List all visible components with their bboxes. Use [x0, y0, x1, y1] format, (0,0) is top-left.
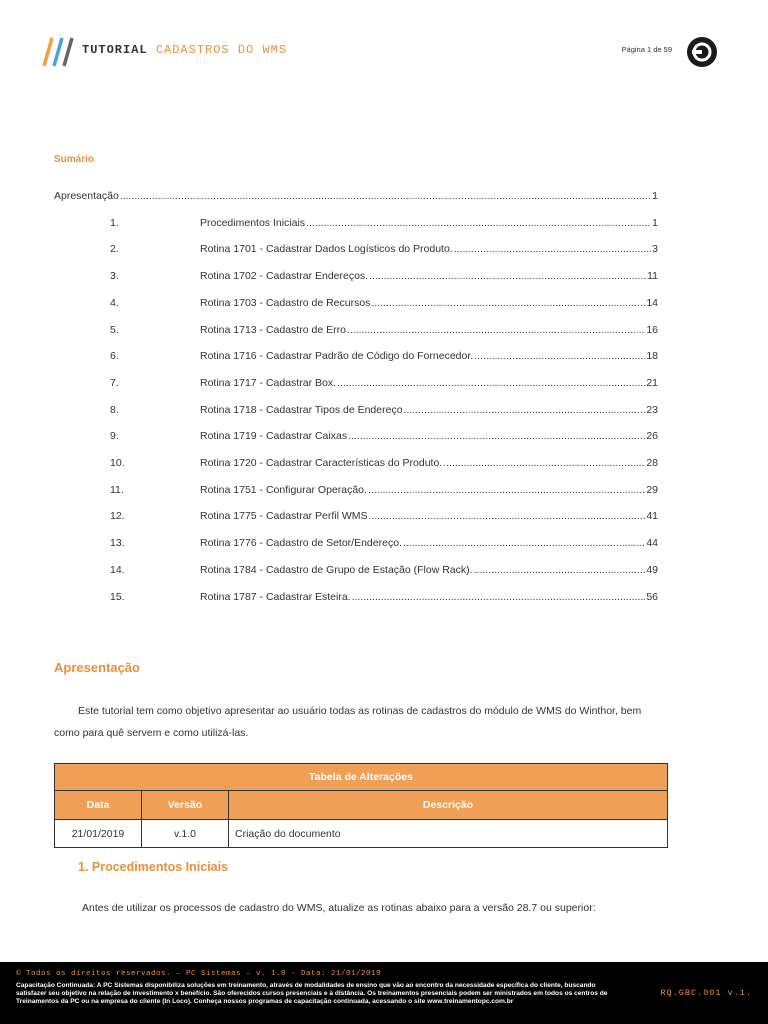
- toc-entry-number: 15.: [110, 590, 125, 603]
- toc-leader-dots: [443, 457, 645, 469]
- toc-entry-label: Rotina 1702 - Cadastrar Endereços.: [200, 270, 369, 283]
- column-header-description: Descrição: [229, 791, 668, 820]
- toc-leader-dots: [403, 537, 645, 549]
- document-title: [82, 43, 287, 57]
- toc-entry-number: 2.: [110, 243, 119, 256]
- toc-entry-label: Rotina 1719 - Cadastrar Caixas: [200, 430, 348, 443]
- toc-leader-dots: [404, 404, 646, 416]
- page-header: [36, 32, 718, 72]
- column-header-date: Data: [55, 791, 142, 820]
- toc-entry-number: 3.: [110, 270, 119, 283]
- toc-leader-dots: [368, 510, 645, 522]
- toc-entry[interactable]: [54, 297, 658, 311]
- toc-entry-number: 12.: [110, 510, 125, 523]
- toc-leader-dots: [454, 243, 651, 255]
- toc-entry[interactable]: [54, 430, 658, 444]
- toc-entry-page: 21: [646, 376, 658, 389]
- toc-entry[interactable]: [54, 537, 658, 551]
- changes-table: [54, 763, 668, 848]
- toc-entry-number: 10.: [110, 457, 125, 469]
- toc-leader-dots: [348, 430, 645, 442]
- section1-title: 1. Procedimentos Iniciais: [78, 860, 229, 874]
- toc-entry-page: 1: [652, 190, 658, 202]
- toc-leader-dots: [352, 591, 646, 603]
- toc-entry-number: 1.: [110, 216, 119, 229]
- toc-entry-label: Rotina 1776 - Cadastro de Setor/Endereço.: [200, 537, 402, 550]
- toc-entry-page: 49: [646, 563, 658, 576]
- cell-version: v.1.0: [142, 820, 229, 848]
- cell-description: Criação do documento: [229, 820, 668, 848]
- toc-entry-page: 29: [646, 483, 658, 496]
- toc-entry-page: 56: [646, 590, 658, 603]
- page-footer: [0, 962, 768, 1024]
- toc-entry[interactable]: [54, 324, 658, 338]
- toc-entry-label: Rotina 1751 - Configurar Operação.: [200, 483, 367, 496]
- toc-leader-dots: [368, 484, 645, 496]
- title-main: CADASTROS DO WMS: [155, 43, 288, 57]
- toc-entry-page: 16: [646, 323, 658, 336]
- toc-entry-number: 8.: [110, 403, 119, 416]
- toc-leader-dots: [347, 324, 645, 336]
- toc-entry-label: Rotina 1720 - Cadastrar Características do Produto.: [200, 457, 443, 469]
- toc-entry[interactable]: [54, 457, 658, 471]
- toc-entry-label: Rotina 1775 - Cadastrar Perfil WMS: [200, 510, 368, 523]
- toc-entry-label: Rotina 1718 - Cadastrar Tipos de Endereço: [200, 403, 403, 416]
- toc-entry[interactable]: [54, 404, 658, 418]
- toc-entry-page: 44: [646, 537, 658, 550]
- toc-entry[interactable]: [54, 564, 658, 578]
- page-indicator: Página 1 de 59: [621, 45, 672, 54]
- section1-paragraph: Antes de utilizar os processos de cadastro do WMS, atualize as rotinas abaixo para a versão 28.7 ou superior:: [82, 902, 596, 914]
- toc-entry-number: 9.: [110, 430, 119, 443]
- totvs-logo-icon: [686, 36, 718, 68]
- toc-entry-label: Rotina 1784 - Cadastro de Grupo de Estação (Flow Rack).: [200, 563, 473, 576]
- intro-paragraph: Este tutorial tem como objetivo apresentar ao usuário todas as rotinas de cadastros do módulo de WMS do Winthor, bem como para quê servem e como utilizá-las.: [54, 705, 642, 739]
- toc-entry-page: 28: [646, 457, 658, 469]
- toc-entry-label: Rotina 1717 - Cadastrar Box.: [200, 376, 336, 389]
- toc-entry-page: 3: [652, 243, 658, 256]
- toc-heading: Sumário: [54, 154, 95, 165]
- toc-entry[interactable]: [54, 591, 658, 605]
- toc-entry[interactable]: [54, 377, 658, 391]
- toc-entry-number: 11.: [110, 483, 124, 496]
- toc-leader-dots: [474, 350, 645, 362]
- toc-entry-label: Rotina 1713 - Cadastro de Erro: [200, 323, 346, 336]
- toc-entry-label: Rotina 1787 - Cadastrar Esteira.: [200, 590, 351, 603]
- toc-leader-dots: [306, 217, 651, 229]
- toc-entry-label: Rotina 1703 - Cadastro de Recursos: [200, 296, 371, 309]
- toc-entry[interactable]: [54, 270, 658, 284]
- toc-entry-page: 41: [646, 510, 658, 523]
- toc-entry-number: 4.: [110, 296, 119, 309]
- toc-entry-label: Procedimentos Iniciais: [200, 216, 306, 229]
- toc-entry[interactable]: [54, 190, 658, 204]
- toc-entry-page: 23: [646, 403, 658, 416]
- toc-entry[interactable]: [54, 350, 658, 364]
- toc-entry-number: 6.: [110, 350, 119, 363]
- toc-entry-label: Apresentação: [54, 190, 119, 202]
- footer-copyright: © Todos os direitos reservados. – PC Sistemas – v. 1.0 - Data: 21/01/2019: [16, 970, 382, 978]
- toc-entry-number: 5.: [110, 323, 119, 336]
- toc-entry-page: 14: [646, 296, 658, 309]
- table-row: [55, 820, 668, 848]
- toc-entry-number: 7.: [110, 376, 119, 389]
- toc-leader-dots: [337, 377, 645, 389]
- slashes-logo-icon: [36, 36, 76, 68]
- title-prefix: TUTORIAL: [82, 43, 148, 57]
- toc-entry-page: 26: [646, 430, 658, 443]
- changes-table-caption: Tabela de Alterações: [55, 764, 668, 791]
- toc-entry[interactable]: [54, 243, 658, 257]
- footer-document-code: RQ.GBC.001 v.1.: [660, 988, 752, 998]
- toc-leader-dots: [371, 297, 645, 309]
- toc-leader-dots: [369, 270, 646, 282]
- toc-entry-label: Rotina 1701 - Cadastrar Dados Logísticos do Produto.: [200, 243, 453, 256]
- toc-entry[interactable]: [54, 217, 658, 231]
- column-header-version: Versão: [142, 791, 229, 820]
- toc-entry[interactable]: [54, 484, 658, 498]
- toc-entry-label: Rotina 1716 - Cadastrar Padrão de Código do Fornecedor.: [200, 350, 474, 363]
- toc-entry-page: 18: [646, 350, 658, 363]
- footer-text: Capacitação Continuada: A PC Sistemas disponibiliza soluções em treinamento, através de modalidades de ensino que vão ao encontro da necessidade específica do cliente, buscando satisfazer seu objetivo na relação de investimento x benefício. São oferecidos cursos presenciais e à distância. Os treinamentos presenciais podem ser ministrados em todos os centros de Treinamentos da PC ou na empresa do cliente (In Loco). Conheça nossos programas de capacitação continuada, acessando o site www.treinamentopc.com.br: [16, 982, 608, 1005]
- toc-entry-number: 14.: [110, 563, 125, 576]
- toc-leader-dots: [474, 564, 646, 576]
- toc-entry-page: 11: [647, 270, 658, 283]
- toc-leader-dots: [120, 190, 651, 202]
- intro-title: Apresentação: [54, 660, 140, 675]
- toc-entry-page: 1: [652, 216, 658, 229]
- toc-entry[interactable]: [54, 510, 658, 524]
- cell-date: 21/01/2019: [55, 820, 142, 848]
- toc-entry-number: 13.: [110, 537, 125, 550]
